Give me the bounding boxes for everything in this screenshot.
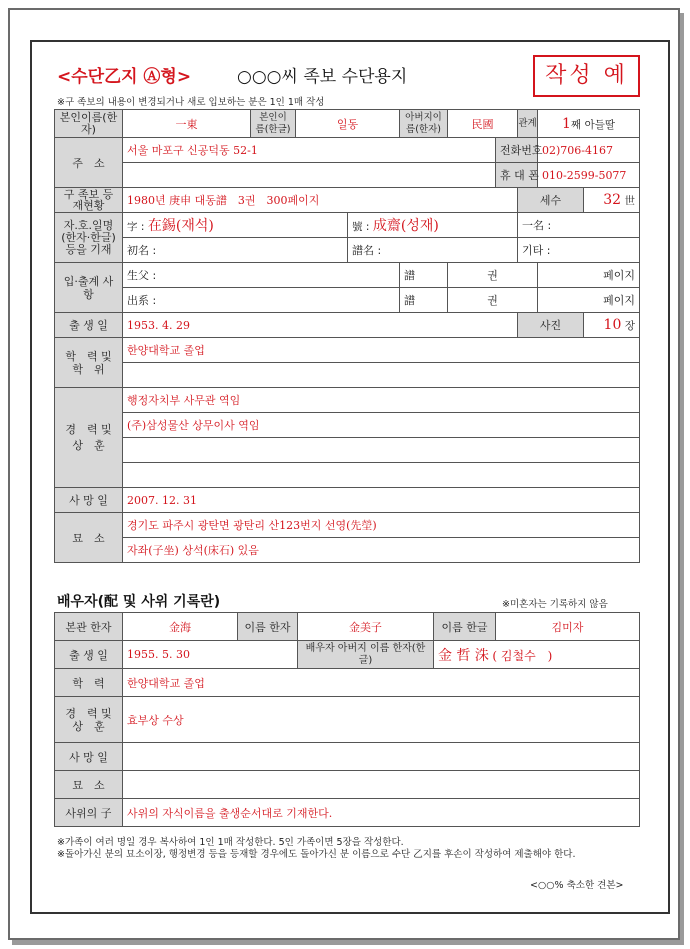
father-name-value: 民國 (448, 110, 518, 138)
mobile-value: 010-2599-5077 (538, 163, 640, 188)
ho-cell (348, 213, 518, 238)
grave-value-1: 경기도 파주시 광탄면 광탄리 산123번지 선영(先塋) (123, 513, 640, 538)
career-label: 경 력 및 상 훈 (55, 388, 123, 488)
education-label: 학 력 및 학 위 (55, 338, 123, 388)
ho-label: 號 : (352, 221, 370, 233)
spouse-career-value: 효부상 수상 (123, 697, 640, 743)
generation-cell (584, 188, 640, 213)
footer-note-2: ※돌아가신 분의 묘소이장, 행정변경 등을 등재할 경우에도 돌아가신 분 이름으로 수단 乙지를 후손이 작성하여 제출해야 한다. (57, 849, 576, 860)
old-book-value: 1980년 庚申 대동譜 3권 300페이지 (123, 188, 518, 213)
career-line-4 (123, 463, 640, 488)
adoption-label: 입·출계 사 항 (55, 263, 123, 313)
spouse-bongwan-label: 본관 한자 (55, 613, 123, 641)
chulgye-page: 페이지 (538, 288, 640, 313)
form-main-title: ○○○씨 족보 수단용지 (237, 67, 408, 87)
ja-label: 字 : (127, 221, 145, 233)
spouse-father-cell (434, 641, 640, 669)
address-line-2 (123, 163, 496, 188)
spouse-birth-value: 1955. 5. 30 (123, 641, 298, 669)
mobile-label: 휴 대 폰 (496, 163, 538, 188)
footer-note-1: ※가족이 여러 명일 경우 복사하여 1인 1매 작성한다. 5인 가족이면 5장을 작성한다. (57, 837, 404, 848)
saengbu-bo: 譜 (400, 263, 448, 288)
grave-value-2: 자좌(子坐) 상석(床石) 있음 (123, 538, 640, 563)
gita-label: 기타 : (518, 238, 640, 263)
photo-cell (584, 313, 640, 338)
relation-number: 1 (562, 115, 571, 132)
relation-label: 관계 (518, 110, 538, 138)
birth-value: 1953. 4. 29 (123, 313, 518, 338)
career-line-3 (123, 438, 640, 463)
chulgye-gwon: 권 (448, 288, 538, 313)
address-label: 주 소 (55, 138, 123, 188)
spouse-name-hanja-label: 이름 한자 (238, 613, 298, 641)
photo-label: 사진 (518, 313, 584, 338)
birth-label: 출 생 일 (55, 313, 123, 338)
photo-count: 10 (603, 317, 622, 333)
son-in-law-value: 사위의 자식이름을 출생순서대로 기재한다. (123, 799, 640, 827)
spouse-info-table (54, 612, 640, 827)
spouse-bongwan-value: 金海 (123, 613, 238, 641)
spouse-father-hangul: ( 김철수 ) (492, 648, 553, 663)
relation-kind: 아들 (584, 118, 605, 131)
relation-jae: 째 (570, 118, 582, 131)
phone-value: 02)706-4167 (538, 138, 640, 163)
footer-credit: <○○% 축소한 견본> (530, 880, 624, 891)
generation-value: 32 (603, 192, 622, 208)
relation-value (538, 110, 640, 138)
death-value: 2007. 12. 31 (123, 488, 640, 513)
spouse-section-note: ※미혼자는 기록하지 않음 (502, 599, 608, 610)
ja-cell (123, 213, 348, 238)
saengbu-label: 生父 : (123, 263, 400, 288)
education-line-2 (123, 363, 640, 388)
ja-value: 在錫(재석) (147, 218, 214, 234)
career-value-2: (주)삼성물산 상무이사 역임 (123, 413, 640, 438)
old-book-label: 구 족보 등재현황 (55, 188, 123, 213)
saengbu-gwon: 권 (448, 263, 538, 288)
spouse-name-hanja-value: 金美子 (298, 613, 434, 641)
example-stamp: 작성 예 (533, 55, 640, 97)
spouse-father-label: 배우자 아버지 이름 한자(한글) (298, 641, 434, 669)
generation-label: 세수 (518, 188, 584, 213)
chulgye-label: 出系 : (123, 288, 400, 313)
bomyeong-label: 譜名 : (348, 238, 518, 263)
spouse-death-label: 사 망 일 (55, 743, 123, 771)
chomyeong-label: 初名 : (123, 238, 348, 263)
relation-ddal: 딸 (604, 118, 616, 131)
form-type-title: <수단乙지 Ⓐ형> (57, 67, 192, 87)
alias-label: 자.호.일명 (한자·한글) 등을 기재 (55, 213, 123, 263)
name-hanja-value: 一東 (123, 110, 251, 138)
spouse-name-hangul-value: 김미자 (496, 613, 640, 641)
spouse-birth-label: 출 생 일 (55, 641, 123, 669)
name-hangul-value: 일동 (296, 110, 400, 138)
son-in-law-label: 사위의 子 (55, 799, 123, 827)
spouse-education-label: 학 력 (55, 669, 123, 697)
education-value: 한양대학교 졸업 (123, 338, 640, 363)
name-hangul-label: 본인이름(한글) (251, 110, 296, 138)
saengbu-page: 페이지 (538, 263, 640, 288)
spouse-grave-value (123, 771, 640, 799)
phone-label: 전화번호 (496, 138, 538, 163)
header-note: ※구 족보의 내용이 변경되거나 새로 입보하는 분은 1인 1매 작성 (57, 97, 325, 108)
grave-label: 묘 소 (55, 513, 123, 563)
photo-unit: 장 (624, 320, 636, 332)
spouse-education-value: 한양대학교 졸업 (123, 669, 640, 697)
address-value: 서울 마포구 신공덕동 52-1 (123, 138, 496, 163)
ho-value: 成齋(성재) (372, 218, 439, 234)
father-name-label: 아버지이름(한자) (400, 110, 448, 138)
spouse-section-title: 배우자(配 및 사위 기록란) (57, 594, 221, 610)
career-value-1: 행정자치부 사무관 역임 (123, 388, 640, 413)
ilmyeong-label: 一名 : (518, 213, 640, 238)
name-hanja-label: 본인이름(한자) (55, 110, 123, 138)
spouse-name-hangul-label: 이름 한글 (434, 613, 496, 641)
spouse-career-label: 경 력 및 상 훈 (55, 697, 123, 743)
chulgye-bo: 譜 (400, 288, 448, 313)
generation-unit: 世 (624, 195, 636, 207)
self-info-table (54, 109, 640, 563)
spouse-grave-label: 묘 소 (55, 771, 123, 799)
spouse-father-hanja: 金 哲 洙 (438, 647, 489, 664)
death-label: 사 망 일 (55, 488, 123, 513)
spouse-death-value (123, 743, 640, 771)
